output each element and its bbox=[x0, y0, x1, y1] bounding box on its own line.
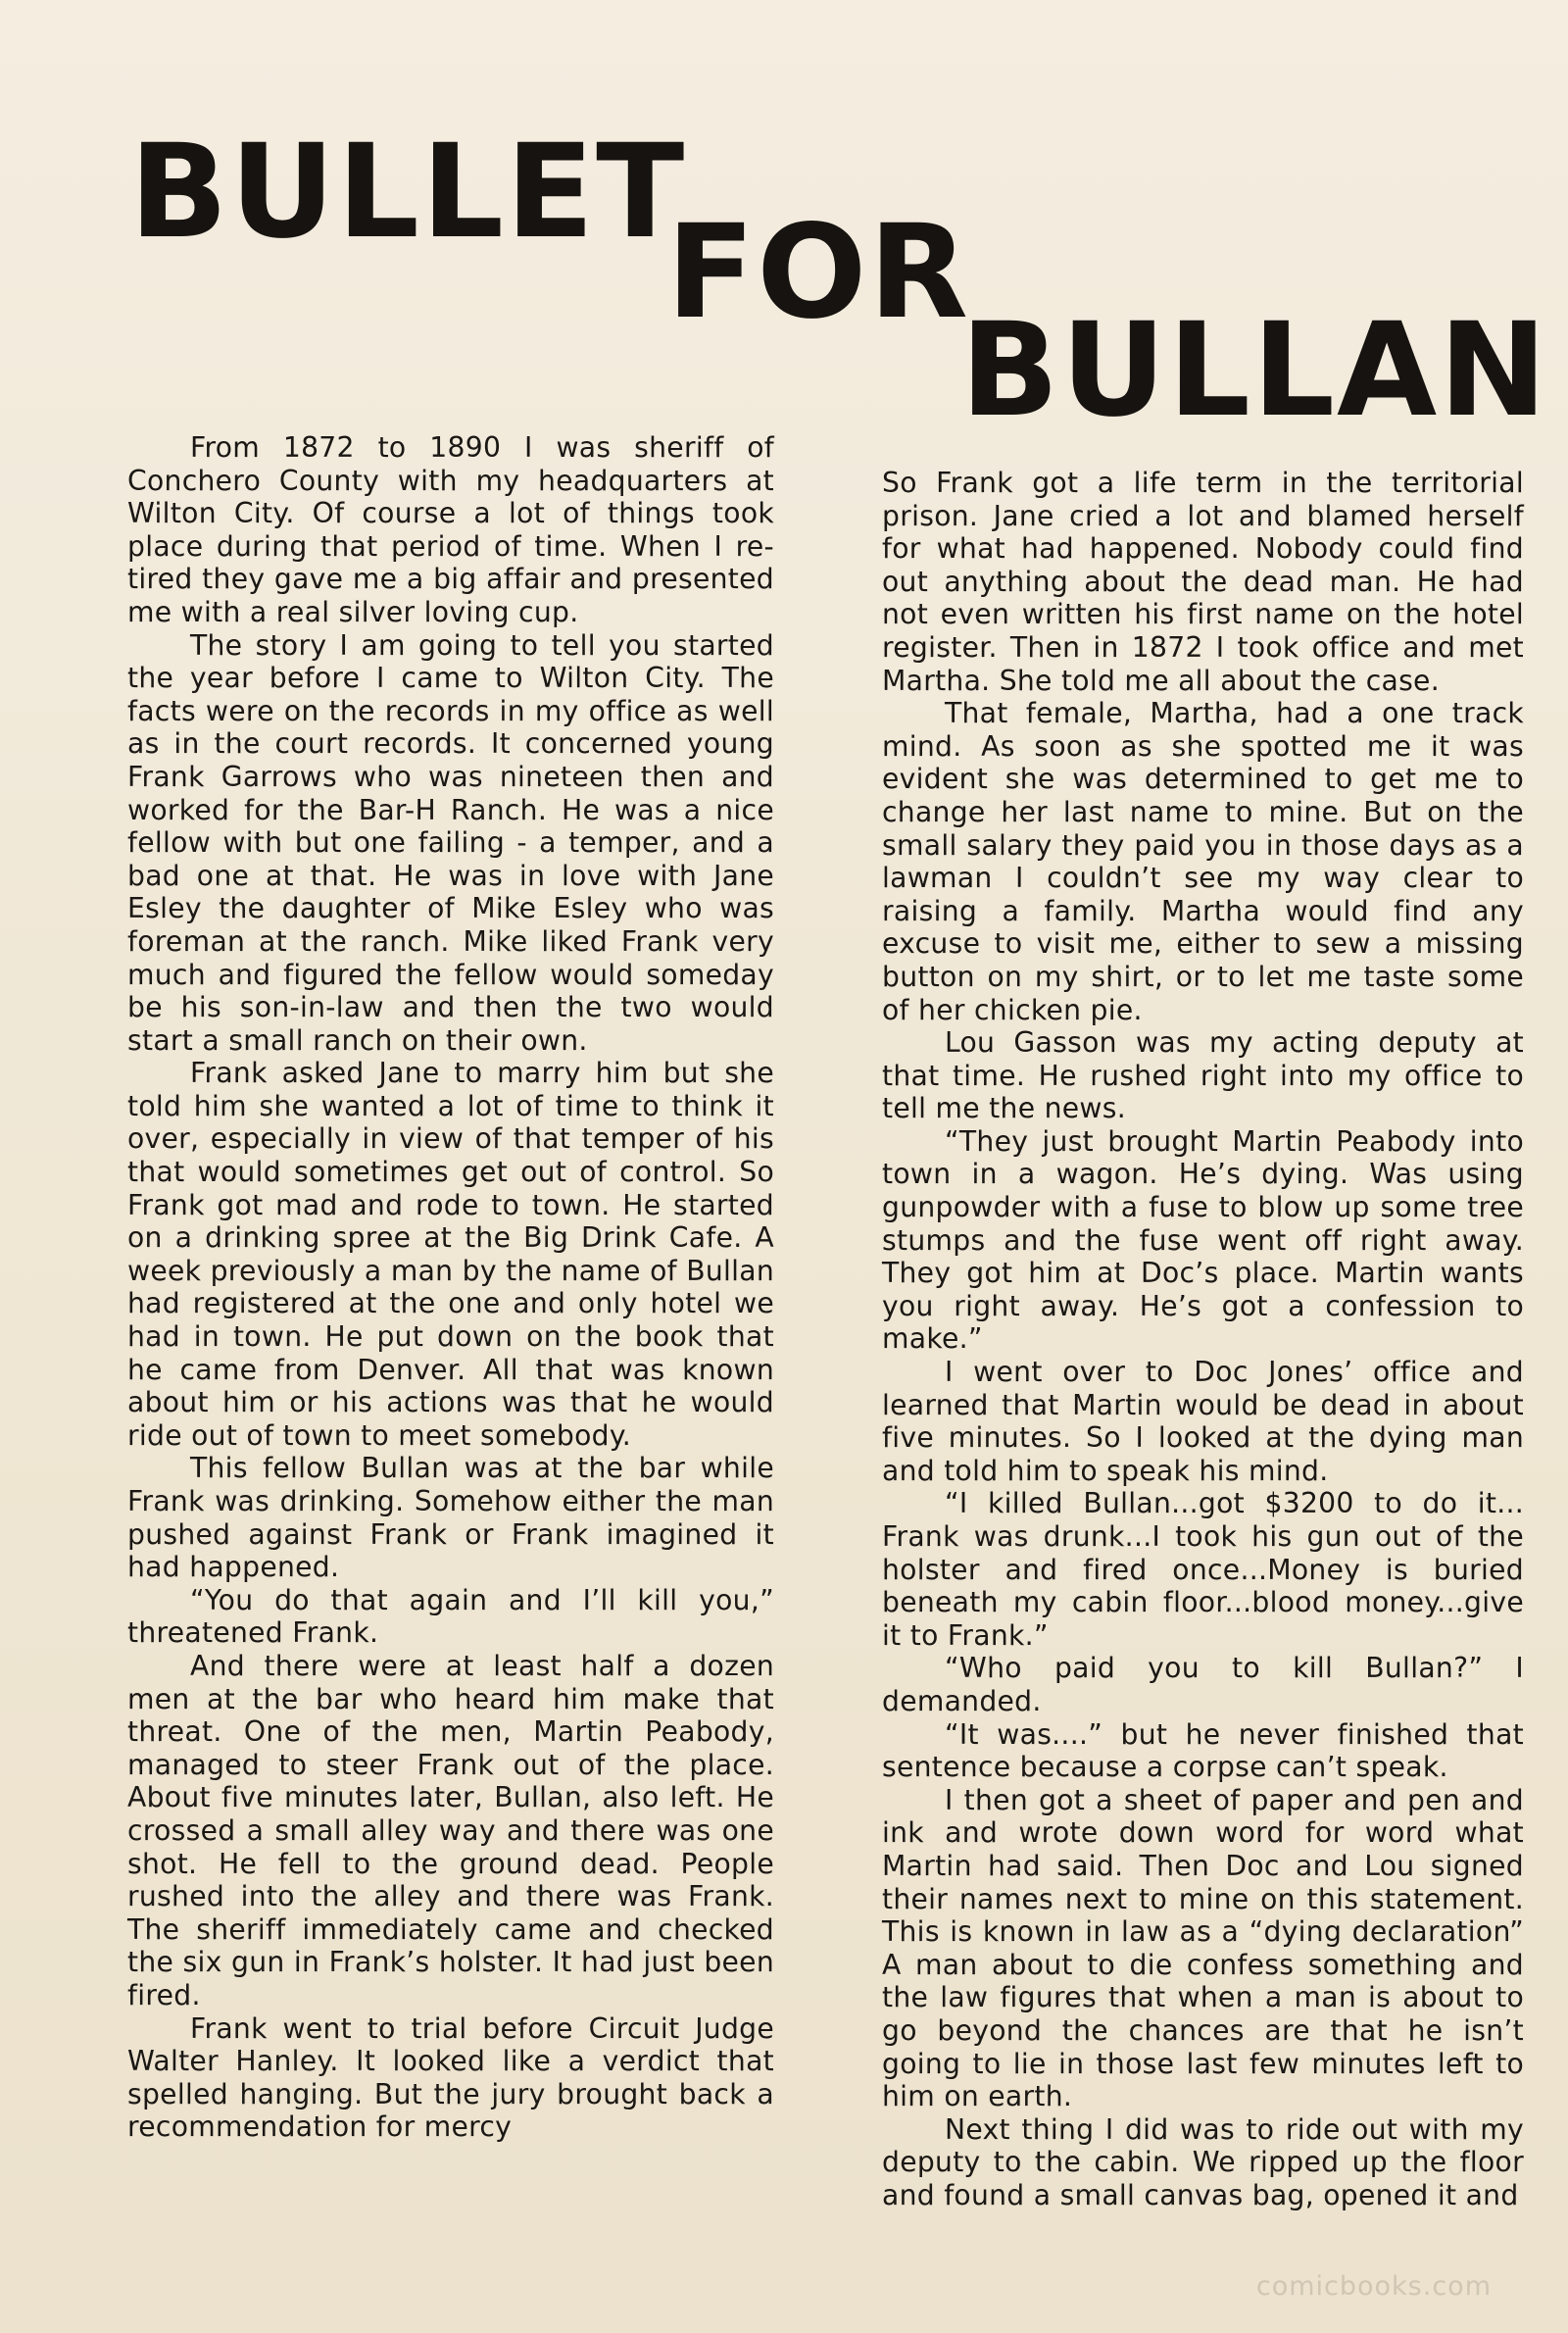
paragraph: “I killed Bullan...got $3200 to do it... Frank was drunk...I took his gun out of the holster and fired once...Money is buried beneath my cabin floor...blood money...give it to Frank.” bbox=[882, 1487, 1524, 1652]
paragraph: And there were at least half a dozen men at the bar who heard him make that threat. One of the men, Martin Peabody, managed to steer Frank out of the place. About five minutes later, Bullan, also left. He crossed a small alley way and there was one shot. He fell to the ground dead. People rushed into the alley and there was Frank. The sheriff immediately came and checked the six gun in Frank’s holster. It had just been fired. bbox=[127, 1649, 774, 2011]
paragraph: “They just brought Martin Peabody into town in a wagon. He’s dying. Was using gunpowder with a fuse to blow up some tree stumps and the fuse went off right away. They got him at Doc’s place. Martin wants you right away. He’s got a confession to make.” bbox=[882, 1124, 1524, 1356]
paragraph: Frank went to trial before Circuit Judge Walter Hanley. It looked like a verdict that spelled hanging. But the jury brought back a recommendation for mercy bbox=[127, 2011, 774, 2144]
paragraph: That female, Martha, had a one track mind. As soon as she spotted me it was evident she was determined to get me to change her last name to mine. But on the small salary they paid you in those days as a lawman I couldn’t see my way clear to raising a family. Martha would find any excuse to visit me, either to sew a missing button on my shirt, or to let me taste some of her chicken pie. bbox=[882, 697, 1524, 1026]
paragraph: Frank asked Jane to marry him but she told him she wanted a lot of time to think it over, especially in view of that temper of his that would sometimes get out of control. So Frank got mad and rode to town. He started on a drinking spree at the Big Drink Cafe. A week previously a man by the name of Bullan had registered at the one and only hotel we had in town. He put down on the book that he came from Denver. All that was known about him or his actions was that he would ride out of town to meet somebody. bbox=[127, 1057, 774, 1452]
paragraph: “It was....” but he never finished that sentence because a corpse can’t speak. bbox=[882, 1717, 1524, 1784]
title-word-bullet: BULLET bbox=[129, 117, 687, 268]
paragraph: Lou Gasson was my acting deputy at that time. He rushed right into my office to tell me the news. bbox=[882, 1026, 1524, 1125]
story-column-left bbox=[127, 431, 774, 2144]
paragraph: This fellow Bullan was at the bar while Frank was drinking. Somehow either the man pushed against Frank or Frank imagined it had happened. bbox=[127, 1452, 774, 1584]
paragraph: “Who paid you to kill Bullan?” I demanded. bbox=[882, 1652, 1524, 1717]
title-word-bullan: BULLAN bbox=[960, 295, 1549, 446]
watermark: comicbooks.com bbox=[1255, 2271, 1492, 2302]
paragraph: I went over to Doc Jones’ office and learned that Martin would be dead in about five minutes. So I looked at the dying man and told him to speak his mind. bbox=[882, 1356, 1524, 1487]
story-column-right bbox=[882, 467, 1524, 2211]
paragraph-continued: So Frank got a life term in the territorial prison. Jane cried a lot and blamed herself for what had happened. Nobody could find out anything about the dead man. He had not even written his first name on the hotel register. Then in 1872 I took office and met Martha. She told me all about the case. bbox=[882, 467, 1524, 697]
paragraph: From 1872 to 1890 I was sheriff of Conchero County with my headquarters at Wilton City. Of course a lot of things took place during that period of time. When I re-tired they gave me a big affair and presented me with a real silver loving cup. bbox=[127, 431, 774, 628]
title-word-for: FOR bbox=[666, 197, 971, 348]
paragraph: I then got a sheet of paper and pen and ink and wrote down word for word what Martin had said. Then Doc and Lou signed their names next to mine on this statement. This is known in law as a “dying declaration” A man about to die confess something and the law figures that when a man is about to go beyond the chances are that he isn’t going to lie in those last few minutes left to him on earth. bbox=[882, 1783, 1524, 2113]
paragraph: Next thing I did was to ride out with my deputy to the cabin. We ripped up the floor and found a small canvas bag, opened it and bbox=[882, 2112, 1524, 2211]
paragraph: “You do that again and I’ll kill you,” threatened Frank. bbox=[127, 1583, 774, 1650]
paragraph: The story I am going to tell you started the year before I came to Wilton City. The facts were on the records in my office as well as in the court records. It concerned young Frank Garrows who was nineteen then and worked for the Bar-H Ranch. He was a nice fellow with but one failing - a temper, and a bad one at that. He was in love with Jane Esley the daughter of Mike Esley who was foreman at the ranch. Mike liked Frank very much and figured the fellow would someday be his son-in-law and then the two would start a small ranch on their own. bbox=[127, 628, 774, 1057]
